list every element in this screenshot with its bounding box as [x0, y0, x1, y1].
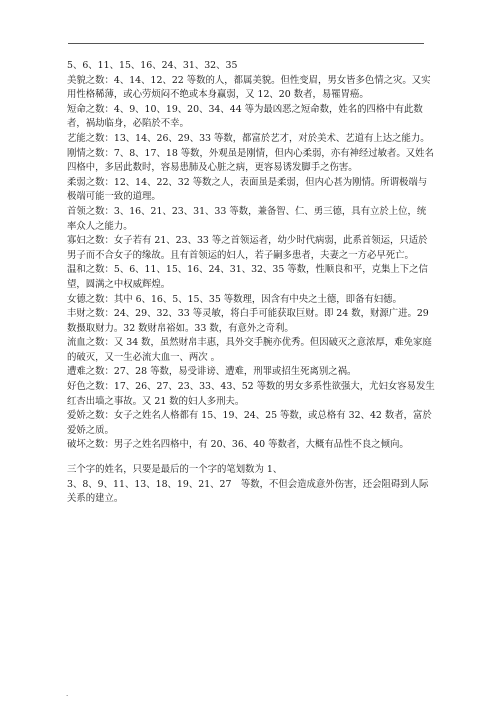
paragraph-wealth-numbers: 丰财之数：24、29、32、33 等灵敏，将白手可能获取巨财。即 24 数，财源广进。29 数摄取财力。32 数财帛裕如。33 数，有意外之奇利。 — [67, 308, 429, 334]
paragraph-three-char-name-continued: 3、8、9、11、13、18、19、21、27 等数，不但会造成意外伤害，还会阻碍到人际关系的建立。 — [67, 478, 429, 505]
paragraph-weak-numbers: 柔弱之数：12、14、22、32 等数之人，表面虽是柔弱，但内心甚为刚情。所谓极端与极端可能一致的道理。 — [67, 176, 428, 203]
paragraph-charm-numbers: 爱娇之数：女子之姓名人格都有 15、19、24、25 等数，或总格有 32、42 数者，富於爱娇之质。 — [67, 410, 432, 436]
paragraph-destruction-numbers: 破坏之数：男子之姓名四格中，有 20、36、40 等数者，大概有品性不良之倾向。 — [67, 439, 409, 451]
paragraph-lust-numbers: 好色之数：17、26、27、23、33、43、52 等数的男女多系性欲强大，尤妇女容易发生红杏出墙之事故。又 21 数的妇人多刑夫。 — [67, 381, 435, 407]
paragraph-widow-numbers: 寡妇之数：女子若有 21、23、33 等之首领运者，幼少时代病弱，此系首领运，只适於男子而不合女子的缘故。且有首领运的妇人，若子嗣多患者，夫妻之一方必早死亡。 — [67, 235, 428, 261]
paragraph-number-list: 5、6、11、15、16、24、31、32、35 — [67, 60, 238, 71]
paragraph-beauty-numbers: 美貌之数：4、14、12、22 等数的人，都属美貌。但性变眉，男女皆多色情之灾。又实用性格稀薄，或心劳烦闷不绝或本身赢弱，又 12、20 数者，易罹胃癌。 — [67, 74, 431, 101]
paragraph-strong-numbers: 刚情之数：7、8、17、18 等数，外观虽是刚情，但内心柔弱，亦有神经过敏者。又姓名四格中，多居此数时，容易患肺及心脏之病，更容易诱发脚手之伤害。 — [67, 147, 434, 174]
paragraph-virtue-numbers: 女德之数：其中 6、16、5、15、35 等数理，因含有中央之土德，即备有妇德。 — [67, 293, 402, 305]
paragraph-bleeding-numbers: 流血之数：又 34 数，虽然财帛丰惠，具外交手腕亦优秀。但因破灭之意浓厚，难免家庭的破灭，又一生必流大血一、两次 。 — [67, 337, 432, 363]
paragraph-disaster-numbers: 遭难之数：27、28 等数，易受诽谤、遭难，刑罪或招生死离别之祸。 — [67, 366, 357, 378]
document-body — [67, 59, 435, 507]
paragraph-short-life-numbers: 短命之数：4、9、10、19、20、34、44 等为最凶恶之短命数，姓名的四格中有此数者，祸劫临身，必陷於不幸。 — [67, 103, 423, 130]
paragraph-gentle-numbers: 温和之数：5、6、11、15、16、24、31、32、35 等数，性顺良和平，克集上下之信望，圆满之中权威辉煌。 — [67, 264, 428, 290]
paragraph-leader-numbers: 首领之数：3、16、21、23、31、33 等数，兼备智、仁、勇三德，具有立於上位，统率众人之能力。 — [67, 205, 427, 232]
header-rule — [68, 43, 424, 44]
paragraph-three-char-name: 三个字的姓名，只要是最后的一个字的笔划数为 1、 — [67, 464, 283, 476]
footer-mark: . — [66, 690, 69, 698]
paragraph-gap — [67, 453, 435, 463]
paragraph-art-numbers: 艺能之数：13、14、26、29、33 等数，都富於艺才，对於美术、艺道有上达之能力。 — [67, 132, 430, 144]
